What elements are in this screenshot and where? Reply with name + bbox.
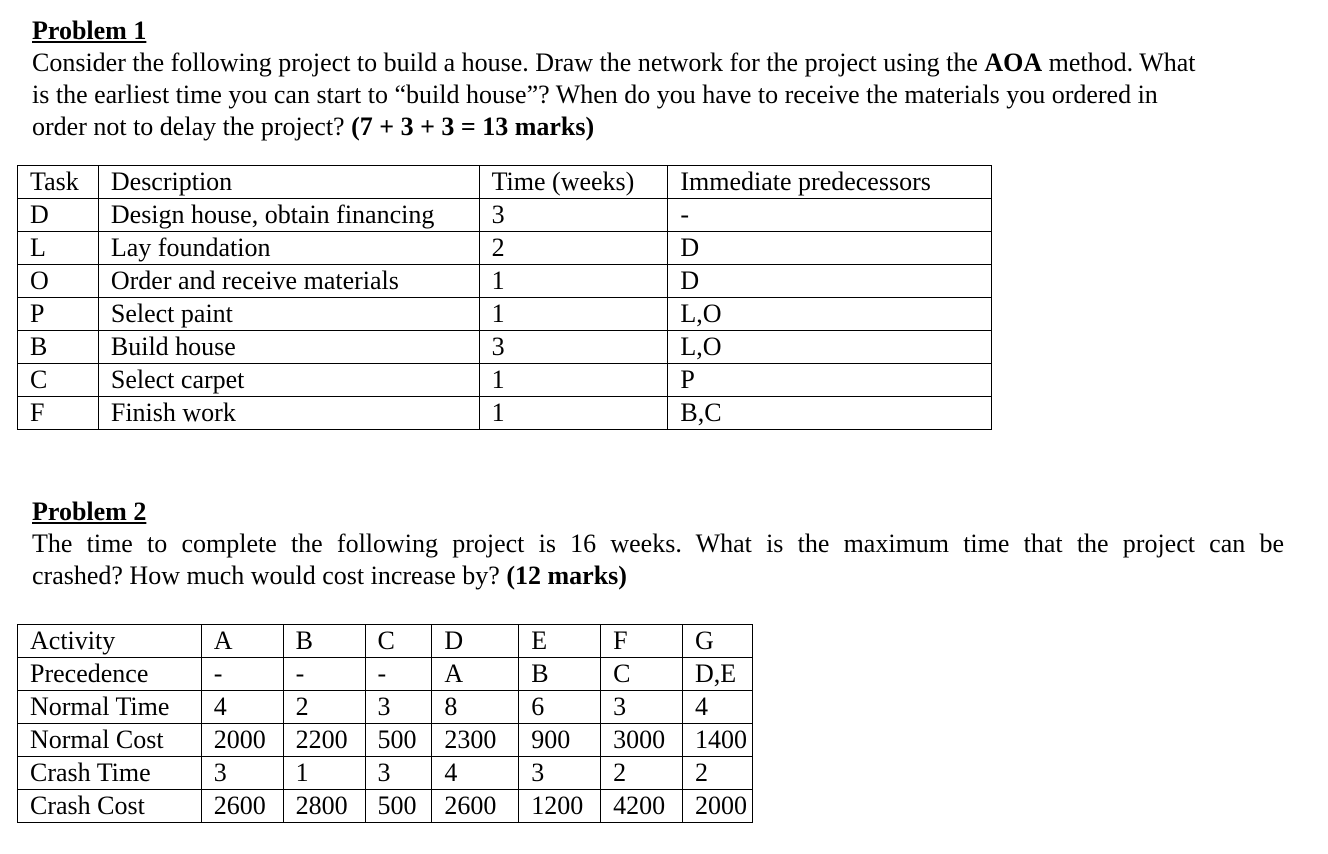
table-cell: 2000 bbox=[683, 790, 753, 823]
table-header-row bbox=[18, 166, 992, 199]
table-row bbox=[18, 691, 753, 724]
row-label-cell: Precedence bbox=[18, 658, 202, 691]
task-cell: C bbox=[18, 364, 99, 397]
predecessors-cell: D bbox=[668, 232, 992, 265]
table-cell: F bbox=[601, 625, 683, 658]
table-cell: A bbox=[432, 658, 519, 691]
table-cell: 4 bbox=[683, 691, 753, 724]
table-cell: 1400 bbox=[683, 724, 753, 757]
table-cell: D,E bbox=[683, 658, 753, 691]
predecessors-cell: L,O bbox=[668, 331, 992, 364]
time-cell: 1 bbox=[479, 364, 668, 397]
table-cell: 4200 bbox=[601, 790, 683, 823]
task-cell: F bbox=[18, 397, 99, 430]
time-cell: 3 bbox=[479, 199, 668, 232]
activity-table bbox=[17, 624, 753, 823]
table-cell: 2800 bbox=[283, 790, 365, 823]
problem-1-line-1: Consider the following project to build a house. Draw the network for the project using the AOA method. What bbox=[32, 48, 1196, 77]
table-cell: - bbox=[201, 658, 283, 691]
table-cell: C bbox=[601, 658, 683, 691]
header-task: Task bbox=[18, 166, 99, 199]
task-cell: L bbox=[18, 232, 99, 265]
table-cell: 900 bbox=[519, 724, 601, 757]
table-row bbox=[18, 199, 992, 232]
table-cell: B bbox=[283, 625, 365, 658]
problem-1-heading: Problem 1 bbox=[32, 16, 147, 45]
row-label-cell: Normal Time bbox=[18, 691, 202, 724]
table-row bbox=[18, 724, 753, 757]
table-cell: 1200 bbox=[519, 790, 601, 823]
table-cell: 6 bbox=[519, 691, 601, 724]
table-row bbox=[18, 265, 992, 298]
task-cell: P bbox=[18, 298, 99, 331]
description-cell: Design house, obtain financing bbox=[98, 199, 479, 232]
row-label-cell: Crash Cost bbox=[18, 790, 202, 823]
time-cell: 3 bbox=[479, 331, 668, 364]
table-row bbox=[18, 757, 753, 790]
table-cell: 1 bbox=[283, 757, 365, 790]
time-cell: 1 bbox=[479, 265, 668, 298]
table-row bbox=[18, 364, 992, 397]
description-cell: Select carpet bbox=[98, 364, 479, 397]
table-cell: 500 bbox=[365, 790, 432, 823]
table-row bbox=[18, 232, 992, 265]
predecessors-cell: - bbox=[668, 199, 992, 232]
problem-2-text bbox=[32, 528, 1284, 592]
table-cell: - bbox=[283, 658, 365, 691]
table-cell: 2200 bbox=[283, 724, 365, 757]
row-label-cell: Activity bbox=[18, 625, 202, 658]
predecessors-cell: L,O bbox=[668, 298, 992, 331]
time-cell: 1 bbox=[479, 397, 668, 430]
table-cell: 4 bbox=[432, 757, 519, 790]
table-cell: 8 bbox=[432, 691, 519, 724]
table-row bbox=[18, 658, 753, 691]
table-cell: C bbox=[365, 625, 432, 658]
table-cell: A bbox=[201, 625, 283, 658]
table-cell: E bbox=[519, 625, 601, 658]
table-row bbox=[18, 298, 992, 331]
row-label-cell: Crash Time bbox=[18, 757, 202, 790]
predecessors-cell: P bbox=[668, 364, 992, 397]
problem-2-line-1: The time to complete the following project is 16 weeks. What is the maximum time that the project can be bbox=[32, 529, 1284, 558]
header-description: Description bbox=[98, 166, 479, 199]
table-cell: 3 bbox=[519, 757, 601, 790]
description-cell: Lay foundation bbox=[98, 232, 479, 265]
task-table bbox=[17, 165, 992, 430]
table-cell: 2 bbox=[601, 757, 683, 790]
table-cell: 3000 bbox=[601, 724, 683, 757]
table-row bbox=[18, 331, 992, 364]
table-cell: 2600 bbox=[432, 790, 519, 823]
header-time: Time (weeks) bbox=[479, 166, 668, 199]
problem-2-line-2: crashed? How much would cost increase by? (12 marks) bbox=[32, 561, 627, 590]
table-cell: 500 bbox=[365, 724, 432, 757]
predecessors-cell: D bbox=[668, 265, 992, 298]
table-cell: 2600 bbox=[201, 790, 283, 823]
table-cell: 2 bbox=[283, 691, 365, 724]
task-cell: D bbox=[18, 199, 99, 232]
problem-2-heading: Problem 2 bbox=[32, 497, 147, 526]
time-cell: 1 bbox=[479, 298, 668, 331]
table-cell: 3 bbox=[201, 757, 283, 790]
description-cell: Select paint bbox=[98, 298, 479, 331]
table-cell: - bbox=[365, 658, 432, 691]
table-cell: D bbox=[432, 625, 519, 658]
row-label-cell: Normal Cost bbox=[18, 724, 202, 757]
table-cell: 3 bbox=[365, 757, 432, 790]
table-cell: 3 bbox=[365, 691, 432, 724]
predecessors-cell: B,C bbox=[668, 397, 992, 430]
table-cell: 3 bbox=[601, 691, 683, 724]
table-row bbox=[18, 790, 753, 823]
description-cell: Finish work bbox=[98, 397, 479, 430]
table-cell: 2 bbox=[683, 757, 753, 790]
task-cell: B bbox=[18, 331, 99, 364]
table-row bbox=[18, 397, 992, 430]
problem-1-text bbox=[32, 47, 1196, 143]
description-cell: Build house bbox=[98, 331, 479, 364]
header-predecessors: Immediate predecessors bbox=[668, 166, 992, 199]
problem-1-line-2: is the earliest time you can start to “build house”? When do you have to receive the materials you ordered in bbox=[32, 80, 1158, 109]
problem-1-line-3: order not to delay the project? (7 + 3 + 3 = 13 marks) bbox=[32, 112, 595, 141]
table-row bbox=[18, 625, 753, 658]
table-cell: 2300 bbox=[432, 724, 519, 757]
table-cell: 4 bbox=[201, 691, 283, 724]
table-cell: B bbox=[519, 658, 601, 691]
time-cell: 2 bbox=[479, 232, 668, 265]
description-cell: Order and receive materials bbox=[98, 265, 479, 298]
table-cell: 2000 bbox=[201, 724, 283, 757]
table-cell: G bbox=[683, 625, 753, 658]
task-cell: O bbox=[18, 265, 99, 298]
